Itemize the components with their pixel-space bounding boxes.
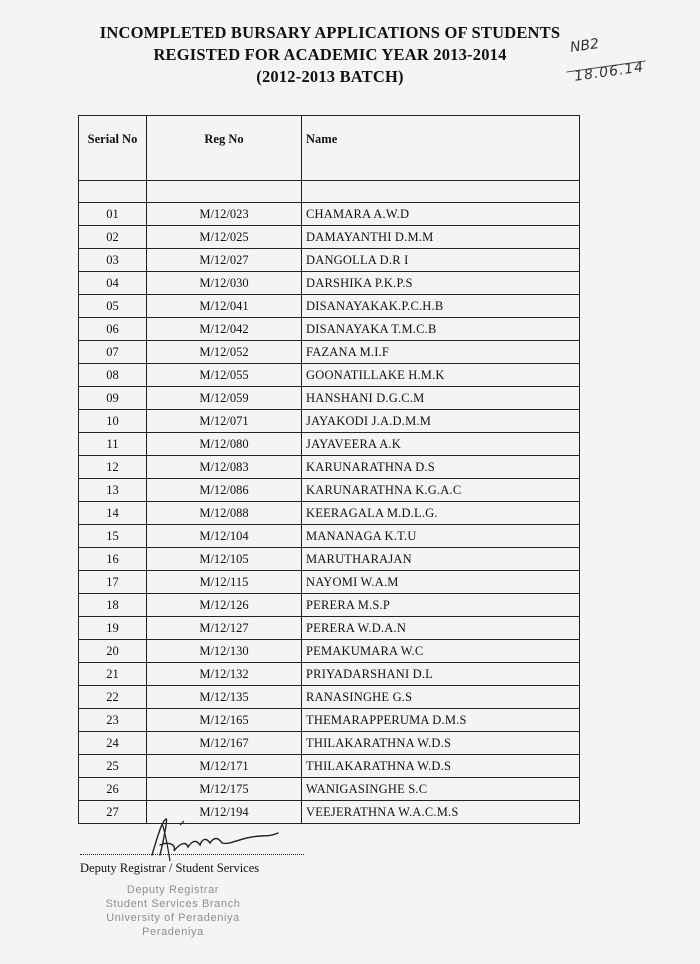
official-stamp [88, 883, 258, 939]
reg-no-cell: M/12/135 [147, 686, 302, 709]
reg-no-cell: M/12/027 [147, 249, 302, 272]
serial-cell: 21 [79, 663, 147, 686]
reg-no-cell: M/12/023 [147, 203, 302, 226]
name-cell: MARUTHARAJAN [302, 548, 580, 571]
signature-caption: Deputy Registrar / Student Services [80, 861, 260, 875]
serial-cell: 11 [79, 433, 147, 456]
stamp-line-2: Student Services Branch [105, 898, 241, 910]
reg-no-cell: M/12/041 [147, 295, 302, 318]
table-row [79, 640, 580, 663]
reg-no-cell: M/12/167 [147, 732, 302, 755]
table-row [79, 663, 580, 686]
stamp-line-1: Deputy Registrar [126, 884, 220, 896]
reg-no-cell: M/12/059 [147, 387, 302, 410]
serial-cell: 26 [79, 778, 147, 801]
name-cell: NAYOMI W.A.M [302, 571, 580, 594]
table-row [79, 410, 580, 433]
name-cell: MANANAGA K.T.U [302, 525, 580, 548]
table-row [79, 571, 580, 594]
reg-no-cell: M/12/165 [147, 709, 302, 732]
serial-cell: 06 [79, 318, 147, 341]
name-cell: VEEJERATHNA W.A.C.M.S [302, 801, 580, 824]
name-cell: HANSHANI D.G.C.M [302, 387, 580, 410]
serial-cell: 22 [79, 686, 147, 709]
table-spacer-row [79, 181, 580, 203]
reg-no-cell: M/12/088 [147, 502, 302, 525]
name-cell: PRIYADARSHANI D.L [302, 663, 580, 686]
table-row [79, 617, 580, 640]
name-cell: DISANAYAKAK.P.C.H.B [302, 295, 580, 318]
reg-no-cell: M/12/052 [147, 341, 302, 364]
reg-no-cell: M/12/030 [147, 272, 302, 295]
serial-cell: 18 [79, 594, 147, 617]
serial-cell: 15 [79, 525, 147, 548]
handwritten-note-initials: NB2 [569, 36, 600, 56]
reg-no-cell: M/12/126 [147, 594, 302, 617]
table-row [79, 709, 580, 732]
spacer-cell [302, 181, 580, 203]
name-cell: JAYAVEERA A.K [302, 433, 580, 456]
table-row [79, 295, 580, 318]
serial-cell: 27 [79, 801, 147, 824]
serial-cell: 03 [79, 249, 147, 272]
title-line-1: INCOMPLETED BURSARY APPLICATIONS OF STUDENTS [99, 23, 561, 42]
serial-cell: 07 [79, 341, 147, 364]
header-name: Name [302, 116, 580, 181]
table-header-row [79, 116, 580, 181]
table-row [79, 732, 580, 755]
stamp-line-3: University of Peradeniya [106, 912, 240, 924]
table-row [79, 272, 580, 295]
name-cell: PERERA M.S.P [302, 594, 580, 617]
reg-no-cell: M/12/042 [147, 318, 302, 341]
name-cell: THILAKARATHNA W.D.S [302, 732, 580, 755]
reg-no-cell: M/12/115 [147, 571, 302, 594]
reg-no-cell: M/12/132 [147, 663, 302, 686]
stamp-line-4: Peradeniya [142, 926, 204, 938]
serial-cell: 14 [79, 502, 147, 525]
header-serial-no: Serial No [79, 116, 147, 181]
name-cell: THILAKARATHNA W.D.S [302, 755, 580, 778]
serial-cell: 09 [79, 387, 147, 410]
table-row [79, 686, 580, 709]
table-body [79, 181, 580, 824]
name-cell: PERERA W.D.A.N [302, 617, 580, 640]
serial-cell: 01 [79, 203, 147, 226]
name-cell: DARSHIKA P.K.P.S [302, 272, 580, 295]
table-row [79, 548, 580, 571]
serial-cell: 24 [79, 732, 147, 755]
reg-no-cell: M/12/104 [147, 525, 302, 548]
serial-cell: 13 [79, 479, 147, 502]
name-cell: DAMAYANTHI D.M.M [302, 226, 580, 249]
reg-no-cell: M/12/171 [147, 755, 302, 778]
reg-no-cell: M/12/025 [147, 226, 302, 249]
name-cell: PEMAKUMARA W.C [302, 640, 580, 663]
serial-cell: 25 [79, 755, 147, 778]
name-cell: KEERAGALA M.D.L.G. [302, 502, 580, 525]
reg-no-cell: M/12/130 [147, 640, 302, 663]
reg-no-cell: M/12/175 [147, 778, 302, 801]
serial-cell: 16 [79, 548, 147, 571]
name-cell: CHAMARA A.W.D [302, 203, 580, 226]
table-row [79, 479, 580, 502]
table-row [79, 502, 580, 525]
name-cell: JAYAKODI J.A.D.M.M [302, 410, 580, 433]
signature-mark [140, 815, 300, 863]
serial-cell: 08 [79, 364, 147, 387]
serial-cell: 10 [79, 410, 147, 433]
handwritten-note-date: 18.06.14 [573, 59, 646, 85]
title-line-3: (2012-2013 BATCH) [256, 67, 404, 86]
name-cell: KARUNARATHNA D.S [302, 456, 580, 479]
name-cell: THEMARAPPERUMA D.M.S [302, 709, 580, 732]
name-cell: FAZANA M.I.F [302, 341, 580, 364]
reg-no-cell: M/12/055 [147, 364, 302, 387]
reg-no-cell: M/12/083 [147, 456, 302, 479]
table-row [79, 249, 580, 272]
reg-no-cell: M/12/105 [147, 548, 302, 571]
handwritten-note [560, 38, 670, 98]
serial-cell: 05 [79, 295, 147, 318]
reg-no-cell: M/12/086 [147, 479, 302, 502]
signature-line [80, 852, 304, 855]
table-row [79, 433, 580, 456]
reg-no-cell: M/12/194 [147, 801, 302, 824]
spacer-cell [79, 181, 147, 203]
table-row [79, 594, 580, 617]
reg-no-cell: M/12/071 [147, 410, 302, 433]
document-title [70, 22, 590, 88]
name-cell: DANGOLLA D.R I [302, 249, 580, 272]
reg-no-cell: M/12/080 [147, 433, 302, 456]
serial-cell: 12 [79, 456, 147, 479]
table-row [79, 525, 580, 548]
name-cell: DISANAYAKA T.M.C.B [302, 318, 580, 341]
serial-cell: 19 [79, 617, 147, 640]
spacer-cell [147, 181, 302, 203]
table-row [79, 456, 580, 479]
serial-cell: 20 [79, 640, 147, 663]
serial-cell: 23 [79, 709, 147, 732]
table-row [79, 364, 580, 387]
table-row [79, 387, 580, 410]
table-row [79, 318, 580, 341]
name-cell: WANIGASINGHE S.C [302, 778, 580, 801]
table-row [79, 778, 580, 801]
name-cell: GOONATILLAKE H.M.K [302, 364, 580, 387]
serial-cell: 17 [79, 571, 147, 594]
name-cell: KARUNARATHNA K.G.A.C [302, 479, 580, 502]
table-row [79, 226, 580, 249]
serial-cell: 02 [79, 226, 147, 249]
name-cell: RANASINGHE G.S [302, 686, 580, 709]
serial-cell: 04 [79, 272, 147, 295]
table-row [79, 341, 580, 364]
title-line-2: REGISTED FOR ACADEMIC YEAR 2013-2014 [153, 45, 507, 64]
header-reg-no: Reg No [147, 116, 302, 181]
table-row [79, 203, 580, 226]
reg-no-cell: M/12/127 [147, 617, 302, 640]
table-row [79, 755, 580, 778]
student-table [78, 115, 580, 824]
